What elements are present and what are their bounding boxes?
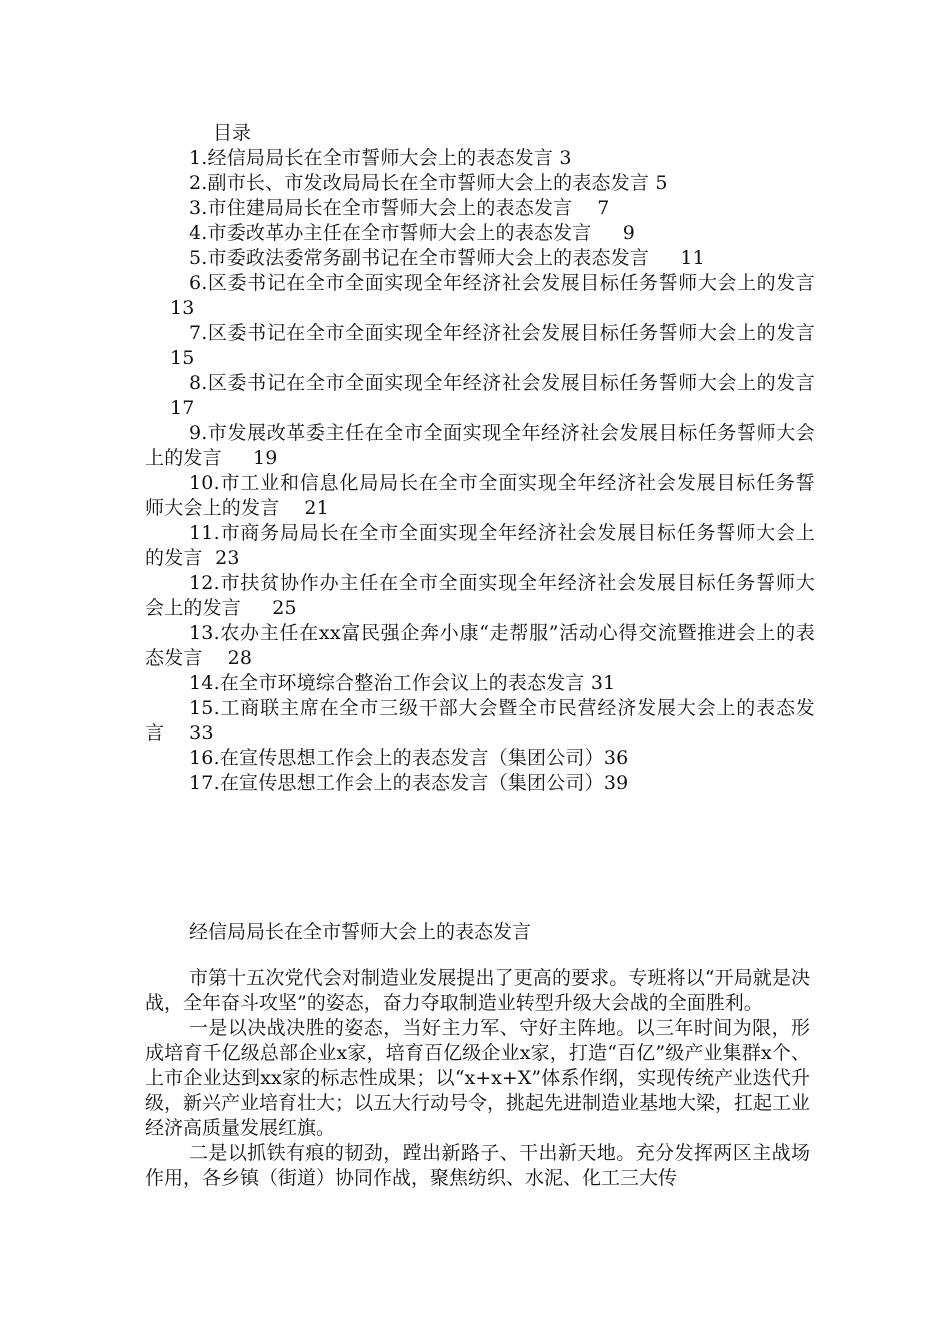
toc-entry[interactable] bbox=[145, 696, 815, 746]
body-paragraph: 市第十五次党代会对制造业发展提出了更高的要求。专班将以“开局就是决战，全年奋斗攻坚”的姿态，奋力夺取制造业转型升级大会战的全面胜利。 bbox=[145, 967, 810, 1014]
toc-entry-text: 15.工商联主席在全市三级干部大会暨全市民营经济发展大会上的表态发言 bbox=[145, 697, 815, 744]
toc-entry[interactable] bbox=[145, 521, 815, 571]
toc-entry-page-number: 7 bbox=[572, 197, 610, 219]
toc-entry-text: 9.市发展改革委主任在全市全面实现全年经济社会发展目标任务誓师大会上的发言 bbox=[145, 422, 815, 469]
document-title: 经信局局长在全市誓师大会上的表态发言 bbox=[189, 921, 532, 943]
toc-entry-text: 6.区委书记在全市全面实现全年经济社会发展目标任务誓师大会上的发言 bbox=[189, 272, 815, 294]
toc-entry-page-number: 9 bbox=[591, 222, 636, 244]
toc-entry-text: 8.区委书记在全市全面实现全年经济社会发展目标任务誓师大会上的发言 bbox=[189, 372, 815, 394]
toc-entry[interactable] bbox=[145, 746, 815, 771]
toc-entry[interactable] bbox=[145, 471, 815, 521]
toc-entry-page-number: 17 bbox=[145, 397, 195, 419]
toc-entry-page-number: 21 bbox=[279, 497, 329, 519]
toc-entry[interactable] bbox=[145, 171, 815, 196]
toc-entry[interactable] bbox=[145, 146, 815, 171]
toc-entry-text: 16.在宣传思想工作会上的表态发言（集团公司） bbox=[189, 747, 604, 769]
toc-entry-page-number: 3 bbox=[553, 147, 572, 169]
toc-entry[interactable] bbox=[145, 621, 815, 671]
toc-entry-page-number: 36 bbox=[603, 747, 629, 769]
toc-entry[interactable] bbox=[145, 321, 815, 371]
toc-entry-text: 17.在宣传思想工作会上的表态发言（集团公司） bbox=[189, 772, 604, 794]
toc-entry-page-number: 33 bbox=[164, 722, 214, 744]
toc-entry-text: 7.区委书记在全市全面实现全年经济社会发展目标任务誓师大会上的发言 bbox=[189, 322, 815, 344]
toc-entry[interactable] bbox=[145, 271, 815, 321]
toc-entry-text: 10.市工业和信息化局局长在全市全面实现全年经济社会发展目标任务誓师大会上的发言 bbox=[145, 472, 815, 519]
body-paragraph: 一是以决战决胜的姿态，当好主力军、守好主阵地。以三年时间为限，形成培育千亿级总部企业x家，培育百亿级企业x家，打造“百亿”级产业集群x个、上市企业达到xx家的标志性成果；以“x+x+X”体系作纲，实现传统产业迭代升级，新兴产业培育壮大；以五大行动号令，挑起先进制造业基地大梁，扛起工业经济高质量发展红旗。 bbox=[145, 1017, 811, 1139]
toc-entry[interactable] bbox=[145, 246, 815, 271]
toc-entry[interactable] bbox=[145, 196, 815, 221]
toc-entry-text: 11.市商务局局长在全市全面实现全年经济社会发展目标任务誓师大会上的发言 bbox=[145, 522, 815, 569]
toc-entry-page-number: 39 bbox=[603, 772, 629, 794]
toc-entry-text: 13.农办主任在xx富民强企奔小康“走帮服”活动心得交流暨推进会上的表态发言 bbox=[145, 622, 815, 669]
toc-entry-page-number: 28 bbox=[202, 647, 253, 669]
toc-entry-text: 4.市委改革办主任在全市誓师大会上的表态发言 bbox=[189, 222, 592, 244]
toc-entry[interactable] bbox=[145, 771, 815, 796]
body-paragraph: 二是以抓铁有痕的韧劲，蹚出新路子、干出新天地。充分发挥两区主战场作用，各乡镇（街道）协同作战，聚焦纺织、水泥、化工三大传 bbox=[145, 1142, 810, 1189]
toc-entry-page-number: 31 bbox=[584, 672, 616, 694]
toc-entry-text: 5.市委政法委常务副书记在全市誓师大会上的表态发言 bbox=[189, 247, 650, 269]
toc-entry[interactable] bbox=[145, 671, 815, 696]
toc-entry-page-number: 13 bbox=[145, 297, 195, 319]
toc-entry-text: 12.市扶贫协作办主任在全市全面实现全年经济社会发展目标任务誓师大会上的发言 bbox=[145, 572, 815, 619]
toc-entry[interactable] bbox=[145, 571, 815, 621]
toc-entry-page-number: 5 bbox=[649, 172, 668, 194]
toc-entry-text: 2.副市长、市发改局局长在全市誓师大会上的表态发言 bbox=[189, 172, 650, 194]
toc-entry-page-number: 19 bbox=[221, 447, 278, 469]
toc-entry[interactable] bbox=[145, 371, 815, 421]
toc-entries bbox=[145, 146, 815, 796]
toc-entry[interactable] bbox=[145, 221, 815, 246]
document-body bbox=[145, 966, 810, 1191]
toc-entry-text: 14.在全市环境综合整治工作会议上的表态发言 bbox=[189, 672, 585, 694]
toc-title: 目录 bbox=[213, 122, 252, 144]
toc-entry-page-number: 11 bbox=[649, 247, 705, 269]
toc-entry-page-number: 15 bbox=[145, 347, 195, 369]
toc-entry-text: 1.经信局局长在全市誓师大会上的表态发言 bbox=[189, 147, 554, 169]
toc-entry[interactable] bbox=[145, 421, 815, 471]
table-of-contents bbox=[145, 121, 815, 796]
toc-entry-text: 3.市住建局局长在全市誓师大会上的表态发言 bbox=[189, 197, 573, 219]
toc-entry-page-number: 23 bbox=[202, 547, 240, 569]
toc-entry-page-number: 25 bbox=[241, 597, 297, 619]
